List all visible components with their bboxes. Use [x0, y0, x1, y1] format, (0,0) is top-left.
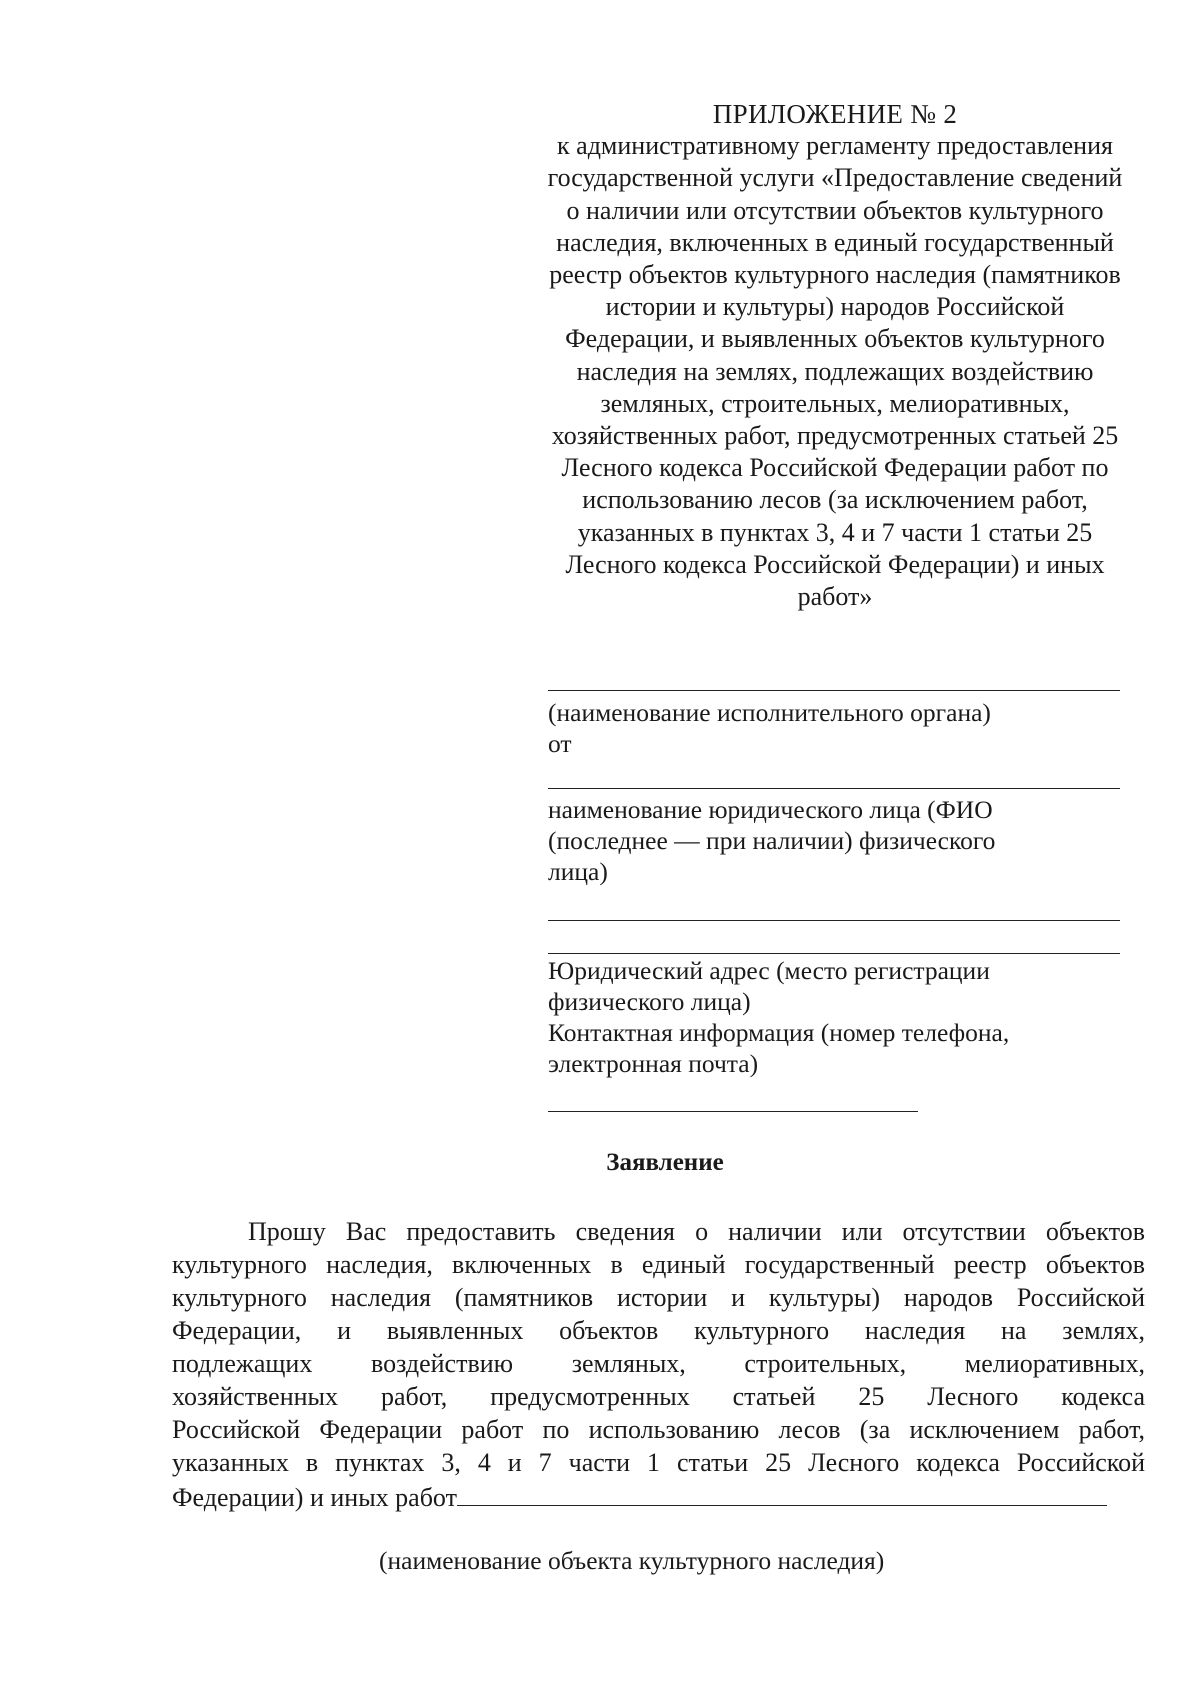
organ-name-line[interactable] [548, 690, 1120, 691]
contact-caption: электронная почта) [548, 1049, 759, 1078]
appendix-line: Лесного кодекса Российской Федерации) и иных [565, 549, 1105, 579]
statement-heading: Заявление [606, 1149, 724, 1176]
appendix-title: ПРИЛОЖЕНИЕ № 2 [712, 99, 958, 129]
from-label: от [548, 729, 572, 758]
appendix-line: Федерации, и выявленных объектов культурного [565, 324, 1105, 354]
statement-last-line [172, 1479, 1145, 1514]
statement-line: Российской Федерации работ по использованию лесов (за исключением работ, [172, 1415, 1145, 1444]
statement-line: Федерации) и иных работ [172, 1483, 457, 1512]
address-line-2[interactable] [548, 953, 1120, 954]
statement-line: культурного наследия, включенных в единый государственный реестр объектов [172, 1250, 1145, 1279]
applicant-caption-line: лица) [548, 857, 608, 886]
applicant-caption-line: (последнее — при наличии) физического [548, 826, 996, 855]
statement-line: хозяйственных работ, предусмотренных статьей 25 Лесного кодекса [172, 1382, 1145, 1411]
address-line-1[interactable] [548, 920, 1120, 921]
appendix-line: реестр объектов культурного наследия (памятников [549, 260, 1121, 290]
address-caption: Юридический адрес (место регистрации [548, 956, 990, 985]
appendix-line: работ» [797, 582, 873, 612]
appendix-line: хозяйственных работ, предусмотренных статьей 25 [551, 421, 1119, 451]
object-caption: (наименование объекта культурного наследия) [379, 1546, 885, 1575]
contact-line[interactable] [548, 1111, 918, 1112]
statement-line: указанных в пунктах 3, 4 и 7 части 1 статьи 25 Лесного кодекса Российской [172, 1448, 1145, 1477]
appendix-line: наследия, включенных в единый государственный [556, 227, 1114, 257]
appendix-line: Лесного кодекса Российской Федерации работ по [561, 453, 1109, 483]
contact-caption: Контактная информация (номер телефона, [548, 1018, 1010, 1047]
appendix-line: государственной услуги «Предоставление сведений [547, 163, 1123, 193]
object-name-line[interactable] [457, 1479, 1107, 1506]
appendix-line: истории и культуры) народов Российской [605, 292, 1065, 322]
appendix-line: к административному регламенту предоставления [557, 131, 1113, 161]
statement-line: подлежащих воздействию земляных, строительных, мелиоративных, [172, 1349, 1145, 1378]
applicant-caption-line: наименование юридического лица (ФИО [548, 795, 993, 824]
address-caption: физического лица) [548, 987, 751, 1016]
appendix-line: указанных в пунктах 3, 4 и 7 части 1 статьи 25 [577, 517, 1093, 547]
appendix-line: земляных, строительных, мелиоративных, [600, 388, 1070, 418]
appendix-line: о наличии или отсутствии объектов культурного [566, 195, 1104, 225]
statement-body [172, 1215, 1145, 1514]
applicant-name-line[interactable] [548, 788, 1120, 789]
appendix-line: наследия на землях, подлежащих воздействию [576, 356, 1094, 386]
statement-line: культурного наследия (памятников истории и культуры) народов Российской [172, 1283, 1145, 1312]
appendix-header [505, 98, 1165, 613]
appendix-line: использованию лесов (за исключением работ, [582, 485, 1088, 515]
organ-caption: (наименование исполнительного органа) [548, 698, 991, 727]
statement-line: Федерации, и выявленных объектов культурного наследия на землях, [172, 1316, 1145, 1345]
statement-line: Прошу Вас предоставить сведения о наличии или отсутствии объектов [248, 1217, 1145, 1246]
